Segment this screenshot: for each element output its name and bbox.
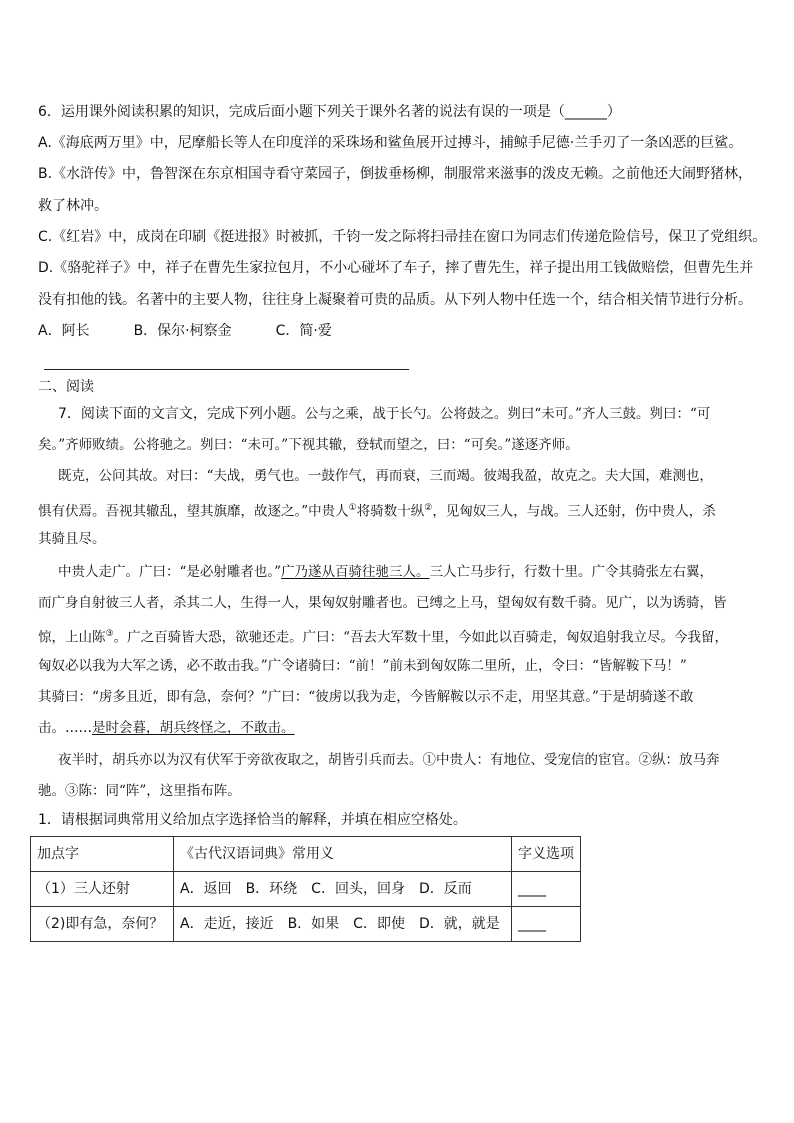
footnote-marker: ②	[424, 503, 433, 513]
footnote-marker: ③	[105, 629, 114, 639]
q7-intro: 7．阅读下面的文言文，完成下列小题。	[58, 406, 305, 422]
q6-option-d-line2: 没有扣他的钱。名著中的主要人物，往往身上凝聚着可贵的品质。从下列人物中任选一个，结合相关情节进行分析。	[38, 292, 752, 308]
passage-line-3: 既克，公问其故。对曰：“夫战，勇气也。一鼓作气，再而衰，三而竭。彼竭我盈，故克之。夫大国，难测也，	[58, 468, 713, 484]
passage-line-1	[58, 404, 782, 424]
passage-line-4	[38, 498, 762, 522]
section-heading: 二、阅读	[38, 379, 94, 395]
underlined-sentence: 广乃遂从百骑往驰三人。	[281, 564, 430, 580]
choice-b: B．保尔·柯察金	[133, 323, 232, 339]
header-meaning: 《古代汉语词典》常用义	[174, 837, 512, 872]
passage-line-7: 而广身自射彼三人者，杀其二人，生得一人，果匈奴射雕者也。已缚之上马，望匈奴有数千骑。见广，以为诱骑，皆	[38, 595, 727, 611]
passage-line-5: 其骑且尽。	[38, 531, 106, 547]
table-row	[31, 907, 581, 942]
passage-line-9: 匈奴必以我为大军之诱，必不敢击我。”广令诸骑曰：“前！”前未到匈奴陈二里所，止，令曰：“皆解鞍下马！”	[38, 658, 687, 674]
answer-table	[30, 836, 581, 942]
passage-text: 中贵人走广。广曰：“是必射雕者也。”	[58, 564, 282, 580]
answer-blank[interactable]: ____	[512, 907, 581, 942]
answer-blank[interactable]: ____	[512, 872, 581, 907]
table-header-row	[31, 837, 581, 872]
passage-text: 将骑数十纵	[356, 503, 425, 520]
cell-word: （2)即有急，奈何？	[31, 907, 174, 942]
q6-option-a: A.《海底两万里》中，尼摩船长等人在印度洋的采珠场和鲨鱼展开过搏斗，捕鲸手尼德·兰手刃了一条凶恶的巨鲨。	[38, 135, 743, 151]
passage-text: ，见匈奴三人，与战。三人还射，伤中贵人，杀	[432, 503, 716, 520]
cell-meaning: A．走近，接近 B．如果 C．即使 D．就，就是	[174, 907, 512, 942]
passage-line-8	[38, 624, 762, 648]
passage-line-13: 驰。③陈：同“阵”，这里指布阵。	[38, 783, 241, 799]
passage-text: 惊，上山陈	[38, 629, 106, 646]
passage-text: 三人亡马步行，行数十里。广令其骑张左右翼，	[429, 564, 714, 580]
passage-line-12: 夜半时，胡兵亦以为汉有伏军于旁欲夜取之，胡皆引兵而去。①中贵人：有地位、受宠信的宦官。②纵：放马奔	[58, 752, 720, 768]
passage-text: 。广之百骑皆大恐，欲驰还走。广曰：“吾去大军数十里，今如此以百骑走，匈奴追射我立尽。今我留，	[113, 629, 728, 646]
sub-question-1: 1．请根据词典常用义给加点字选择恰当的解释，并填在相应空格处。	[38, 812, 467, 828]
q6-option-d-line1: D.《骆驼祥子》中，祥子在曹先生家拉包月，不小心碰坏了车子，摔了曹先生，祥子提出用工钱做赔偿，但曹先生并	[38, 260, 754, 276]
passage-text: 惧有伏焉。吾视其辙乱，望其旗靡，故逐之。”中贵人	[38, 503, 349, 520]
table-row	[31, 872, 581, 907]
q6-option-b-line2: 救了林冲。	[38, 198, 108, 214]
cell-word: （1）三人还射	[31, 872, 174, 907]
footnote-marker: ①	[348, 503, 357, 513]
q6-option-b-line1: B.《水浒传》中，鲁智深在东京相国寺看守菜园子，倒拔垂杨柳，制服常来滋事的泼皮无赖。之前他还大闹野猪林，	[38, 166, 753, 182]
q6-stem: 6．运用课外阅读积累的知识，完成后面小题下列关于课外名著的说法有误的一项是（______）	[38, 104, 621, 120]
passage-line-10: 其骑曰：“虏多且近，即有急，奈何？”广曰：“彼虏以我为走，今皆解鞍以示不走，用坚其意。”于是胡骑遂不敢	[38, 689, 694, 705]
header-answer: 字义选项	[512, 837, 581, 872]
passage-line-6	[58, 562, 782, 582]
passage-text: 击。……	[38, 720, 92, 736]
q6-option-c: C.《红岩》中，成岗在印刷《挺进报》时被抓，千钧一发之际将扫帚挂在窗口为同志们传递危险信号，保卫了党组织。	[38, 229, 767, 245]
passage-line-2: 矣。”齐师败绩。公将驰之。刿曰：“未可。”下视其辙，登轼而望之，曰：“可矣。”遂逐齐师。	[38, 437, 579, 453]
passage-line-11	[38, 718, 762, 738]
cell-meaning: A．返回 B．环绕 C．回头，回身 D．反而	[174, 872, 512, 907]
header-word: 加点字	[31, 837, 174, 872]
q6-choices	[38, 321, 762, 341]
passage-text: 公与之乘，战于长勺。公将鼓之。刿曰“未可。”齐人三鼓。刿曰：“可	[304, 406, 711, 422]
underlined-sentence: 是时会暮，胡兵终怪之，不敢击。	[92, 720, 295, 736]
choice-a: A．阿长	[38, 323, 90, 339]
divider-line	[44, 369, 409, 370]
choice-c: C．简·爱	[275, 323, 332, 339]
